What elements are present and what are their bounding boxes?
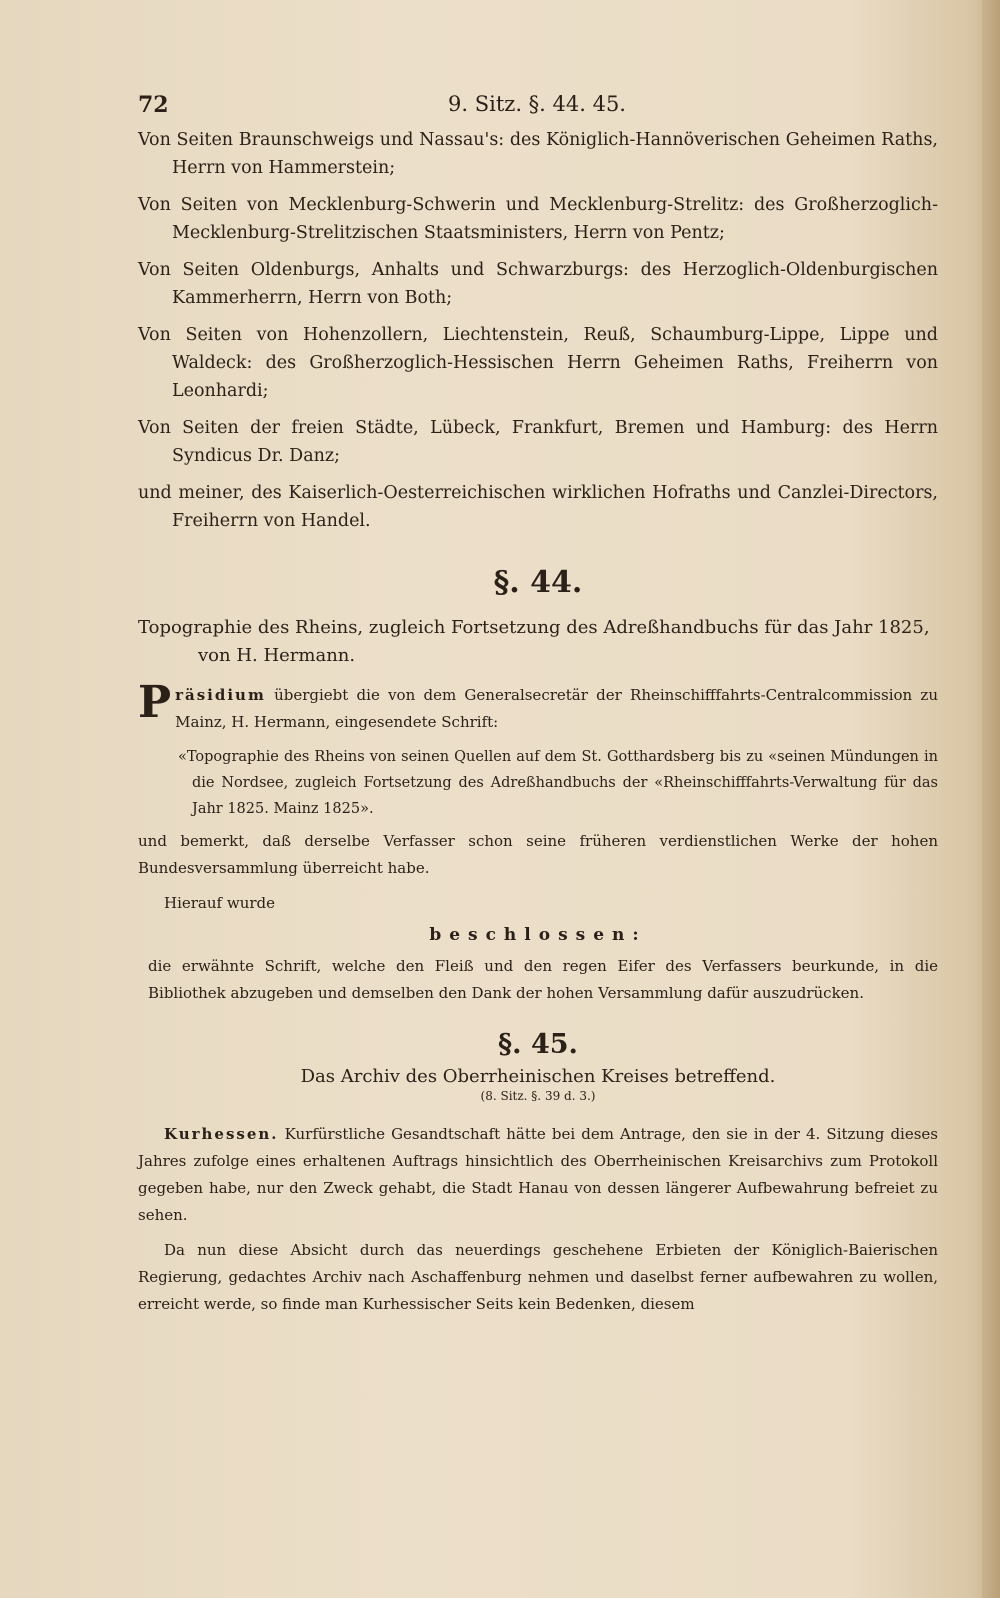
running-head: 9. Sitz. §. 44. 45.	[448, 92, 626, 116]
section-45-title: Das Archiv des Oberrheinischen Kreises betreffend.	[300, 1066, 776, 1087]
lead-word-praesidium: räsidium	[175, 686, 266, 704]
section-44-intro-text: übergiebt die von dem Generalsecretär der Rheinschifffahrts-Centralcommission zu Mainz, H. Hermann, eingesendete Schrift:	[175, 686, 938, 731]
section-44-intro	[138, 677, 938, 736]
page-header	[138, 86, 938, 126]
lead-word-kurhessen: Kurhessen.	[164, 1125, 279, 1143]
page-edge	[982, 0, 1000, 1598]
page-content	[138, 86, 938, 1326]
entry-hohenzollern: Von Seiten von Hohenzollern, Liechtenstein, Reuß, Schaumburg-Lippe, Lippe und Waldeck: des Großherzoglich-Hessischen Herrn Geheimen Raths, Freiherrn von Leonhardi;	[138, 325, 938, 401]
section-44-resolution: die erwähnte Schrift, welche den Fleiß und den regen Eifer des Verfassers beurkunde, in die Bibliothek abzugeben und demselben den Dank der hohen Versammlung dafür auszudrücken.	[148, 957, 938, 1002]
beschlossen-label: beschlossen:	[429, 925, 647, 945]
section-45-para-1-text: Kurfürstliche Gesandtschaft hätte bei dem Antrage, den sie in der 4. Sitzung dieses Jahres zufolge eines erhaltenen Auftrags hinsichtlich des Oberrheinischen Kreisarchivs zum Protokoll gegeben habe, nur den Zweck gehabt, die Stadt Hanau von dessen längerer Aufbewahrung befreiet zu sehen.	[138, 1125, 938, 1224]
drop-cap: P	[138, 677, 172, 728]
entry-mecklenburg: Von Seiten von Mecklenburg-Schwerin und Mecklenburg-Strelitz: des Großherzoglich-Mecklenburg-Strelitzischen Staatsministers, Herrn von Pentz;	[138, 195, 938, 243]
hierauf-wurde: Hierauf wurde	[164, 894, 275, 912]
section-45-heading: §. 45.	[498, 1029, 578, 1060]
section-45-reference: (8. Sitz. §. 39 d. 3.)	[480, 1089, 596, 1103]
page-number: 72	[138, 92, 169, 118]
entry-oldenburg: Von Seiten Oldenburgs, Anhalts und Schwarzburgs: des Herzoglich-Oldenburgischen Kammerherrn, Herrn von Both;	[138, 260, 938, 308]
section-44-heading: §. 44.	[493, 565, 583, 600]
section-44-title: Topographie des Rheins, zugleich Fortsetzung des Adreßhandbuchs für das Jahr 1825, von H. Hermann.	[138, 617, 930, 666]
section-45-para-1	[138, 1121, 938, 1229]
entry-braunschweig: Von Seiten Braunschweigs und Nassau's: des Königlich-Hannöverischen Geheimen Raths, Herrn von Hammerstein;	[138, 130, 938, 178]
section-44-quote: «Topographie des Rheins von seinen Quellen auf dem St. Gotthardsberg bis zu «seinen Mündungen in die Nordsee, zugleich Fortsetzung des Adreßhandbuchs der «Rheinschifffahrts-Verwaltung für das Jahr 1825. Mainz 1825».	[178, 749, 938, 817]
section-45-para-2: Da nun diese Absicht durch das neuerdings geschehene Erbieten der Königlich-Baierischen Regierung, gedachtes Archiv nach Aschaffenburg nehmen und daselbst ferner aufbewahren zu wollen, erreicht werde, so finde man Kurhessischer Seits kein Bedenken, diesem	[138, 1241, 938, 1313]
entry-freie-staedte: Von Seiten der freien Städte, Lübeck, Frankfurt, Bremen und Hamburg: des Herrn Syndicus Dr. Danz;	[138, 418, 938, 466]
section-44-remark: und bemerkt, daß derselbe Verfasser schon seine früheren verdienstlichen Werke der hohen Bundesversammlung überreicht habe.	[138, 832, 938, 877]
entry-oesterreich: und meiner, des Kaiserlich-Oesterreichischen wirklichen Hofraths und Canzlei-Directors, Freiherrn von Handel.	[138, 483, 938, 531]
